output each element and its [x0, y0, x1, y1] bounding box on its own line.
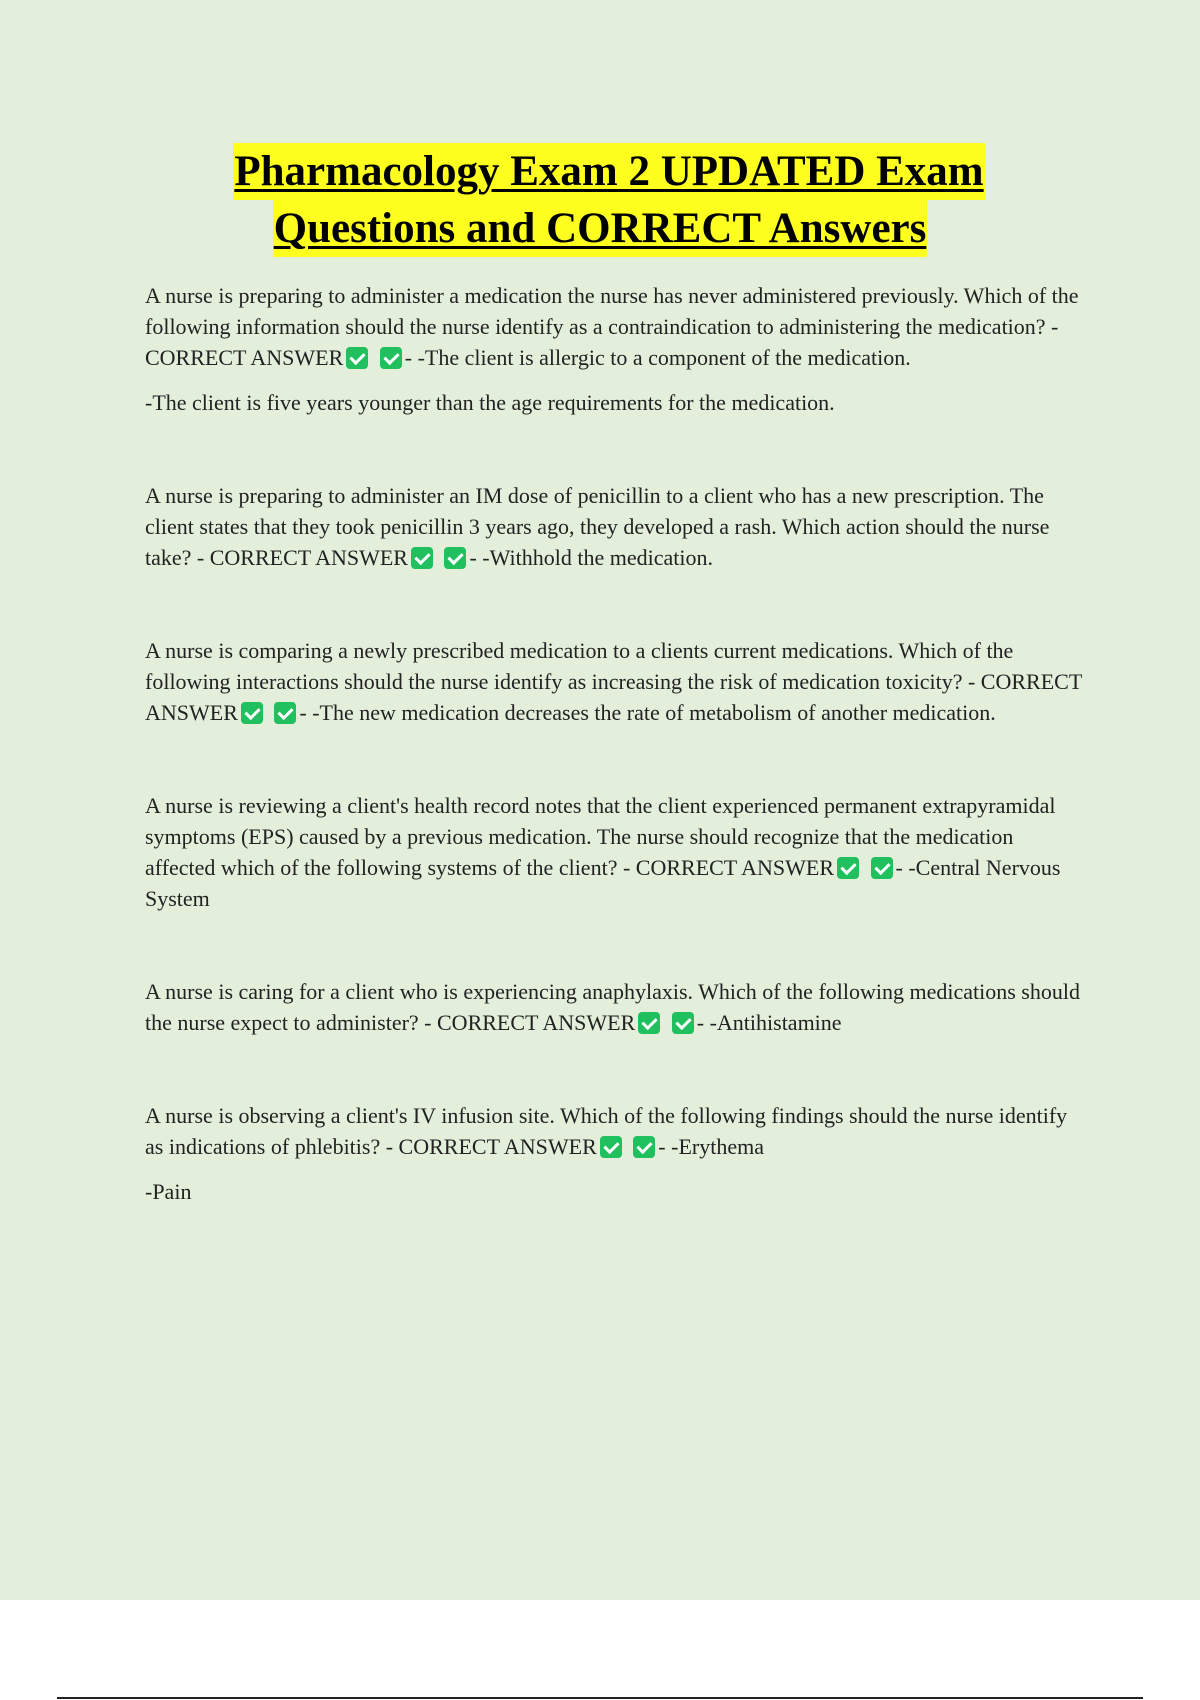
- qa-paragraph: [145, 280, 1085, 373]
- answer-extra-text: -The client is five years younger than the age requirements for the medication.: [145, 390, 835, 415]
- check-mark-icon: [444, 547, 466, 569]
- qa-item-6: [145, 1100, 1085, 1207]
- qa-item-5: [145, 976, 1085, 1038]
- question-text: A nurse is comparing a newly prescribed medication to a clients current medications. Which of the following interactions should the nurse identify as increasing the risk of medication toxicity? - CORRECT ANSWER: [145, 638, 1082, 725]
- check-mark-icon: [241, 702, 263, 724]
- check-mark-icon: [346, 347, 368, 369]
- qa-paragraph: [145, 976, 1085, 1038]
- title-line-1: Pharmacology Exam 2 UPDATED Exam: [233, 143, 984, 200]
- question-text: A nurse is reviewing a client's health record notes that the client experienced permanent extrapyramidal symptoms (EPS) caused by a previous medication. The nurse should recognize that the medication affected which of the following systems of the client? - CORRECT ANSWER: [145, 793, 1056, 880]
- check-mark-icon: [380, 347, 402, 369]
- answer-text: - -The new medication decreases the rate of metabolism of another medication.: [299, 700, 996, 725]
- answer-text: - -Erythema: [658, 1134, 764, 1159]
- qa-paragraph: [145, 635, 1085, 728]
- qa-item-2: [145, 480, 1085, 573]
- document-title: [0, 143, 1200, 257]
- qa-paragraph: [145, 480, 1085, 573]
- qa-item-3: [145, 635, 1085, 728]
- qa-item-4: [145, 790, 1085, 914]
- qa-list: [145, 280, 1085, 1269]
- title-line-2: Questions and CORRECT Answers: [273, 200, 928, 257]
- qa-item-1: [145, 280, 1085, 418]
- answer-extra-text: -Pain: [145, 1179, 192, 1204]
- qa-paragraph: [145, 1100, 1085, 1162]
- question-text: A nurse is preparing to administer an IM dose of penicillin to a client who has a new prescription. The client states that they took penicillin 3 years ago, they developed a rash. Which action should the nurse take? - CORRECT ANSWER: [145, 483, 1050, 570]
- page-divider: [57, 1697, 1143, 1699]
- answer-text: - -The client is allergic to a component of the medication.: [404, 345, 911, 370]
- check-mark-icon: [672, 1012, 694, 1034]
- answer-text: - -Withhold the medication.: [469, 545, 713, 570]
- question-text: A nurse is preparing to administer a medication the nurse has never administered previously. Which of the following information should the nurse identify as a contraindication to administering the medication? - CORRECT ANSWER: [145, 283, 1079, 370]
- check-mark-icon: [638, 1012, 660, 1034]
- check-mark-icon: [600, 1136, 622, 1158]
- question-text: A nurse is caring for a client who is experiencing anaphylaxis. Which of the following medications should the nurse expect to administer? - CORRECT ANSWER: [145, 979, 1080, 1035]
- check-mark-icon: [274, 702, 296, 724]
- check-mark-icon: [871, 857, 893, 879]
- qa-paragraph: [145, 790, 1085, 914]
- question-text: A nurse is observing a client's IV infusion site. Which of the following findings should the nurse identify as indications of phlebitis? - CORRECT ANSWER: [145, 1103, 1068, 1159]
- check-mark-icon: [411, 547, 433, 569]
- check-mark-icon: [633, 1136, 655, 1158]
- answer-text: - -Antihistamine: [696, 1010, 842, 1035]
- answer-text: - -Central Nervous System: [145, 855, 1061, 911]
- check-mark-icon: [837, 857, 859, 879]
